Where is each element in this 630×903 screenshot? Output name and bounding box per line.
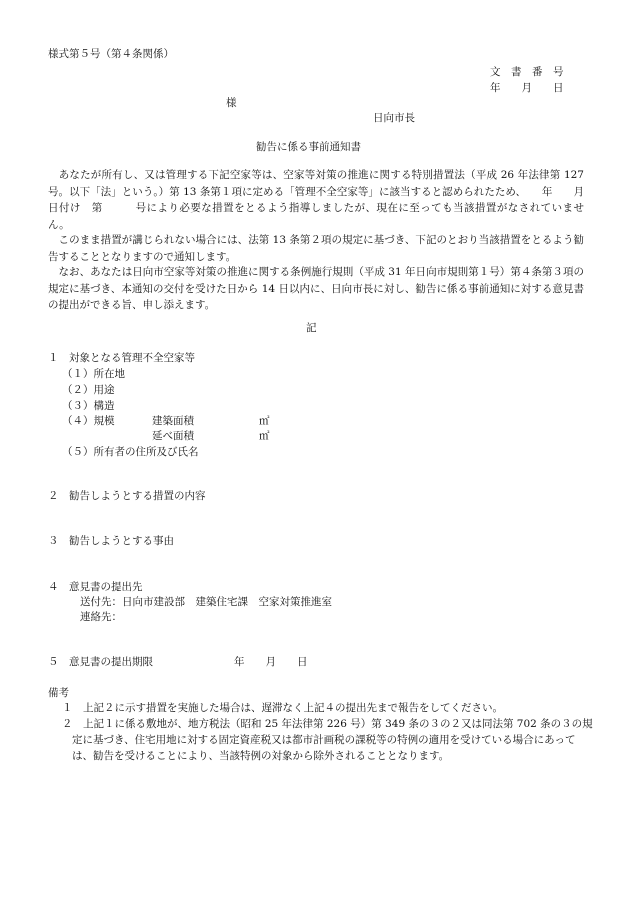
section1-item-structure: （３）構造 xyxy=(62,400,115,412)
floor-area-label: 延べ面積 xyxy=(152,430,194,442)
note-1: １ 上記２に示す措置を実施した場合は、遅滞なく上記４の提出先まで報告をしてください。 xyxy=(62,702,503,714)
section1-item-location: （１）所在地 xyxy=(62,368,125,380)
section5-heading: ５ 意見書の提出期限 xyxy=(48,656,153,668)
body-paragraph-1: あなたが所有し、又は管理する下記空家等は、空家等対策の推進に関する特別措置法（平成 26 年法律第 127 号。以下「法」という。）第 13 条第１項に定める「管理不全空家等」に該当すると認められたため、 年 月 日付け 第 号により必要な措置をとるよう指導しましたが、現在に至っても当該措置がなされていません。 xyxy=(48,169,605,231)
sender: 日向市長 xyxy=(373,112,415,124)
note-2: ２ 上記１に係る敷地が、地方税法（昭和 25 年法律第 226 号）第 349 条の３の２又は同法第 702 条の３の規定に基づき、住宅用地に対する固定資産税又は都市計画税の課税等の特例の適用を受けている場合にあっては、勧告を受けることにより、当該特例の対象から除外されることとなります。 xyxy=(62,718,593,762)
date-label: 年 月 日 xyxy=(490,82,564,94)
addressee-suffix: 様 xyxy=(226,97,237,109)
section1-item-owner: （５）所有者の住所及び氏名 xyxy=(62,446,199,458)
building-area-label: 建築面積 xyxy=(152,415,194,427)
section4-send-to: 送付先：日向市建設部 建築住宅課 空家対策推進室 xyxy=(80,596,332,608)
section2-heading: ２ 勧告しようとする措置の内容 xyxy=(48,490,206,502)
section3-heading: ３ 勧告しようとする事由 xyxy=(48,535,174,547)
document-title: 勧告に係る事前通知書 xyxy=(256,141,361,153)
body-paragraph-2: このまま措置が講じられない場合には、法第 13 条第２項の規定に基づき、下記のとおり当該措置をとるよう勧告することとなりますので通知します。 xyxy=(48,234,584,263)
ki-heading: 記 xyxy=(306,322,317,334)
section1-item-use: （２）用途 xyxy=(62,384,115,396)
section4-contact: 連絡先： xyxy=(80,611,122,623)
floor-area-unit: ㎡ xyxy=(259,430,270,442)
section1-item-scale: （４）規模 xyxy=(62,415,115,427)
document-number-label: 文 書 番 号 xyxy=(490,66,564,78)
form-label: 様式第５号（第４条関係） xyxy=(48,48,174,60)
notes-heading: 備考 xyxy=(48,687,69,699)
section1-heading: １ 対象となる管理不全空家等 xyxy=(48,352,195,364)
section5-date: 年 月 日 xyxy=(234,656,308,668)
building-area-unit: ㎡ xyxy=(259,415,270,427)
section4-heading: ４ 意見書の提出先 xyxy=(48,581,143,593)
body-paragraph-3: なお、あなたは日向市空家等対策の推進に関する条例施行規則（平成 31 年日向市規則第１号）第４条第３項の規定に基づき、本通知の交付を受けた日から 14 日以内に、日向市長に対し、勧告に係る事前通知に対する意見書の提出ができる旨、申し添えます。 xyxy=(48,266,584,311)
